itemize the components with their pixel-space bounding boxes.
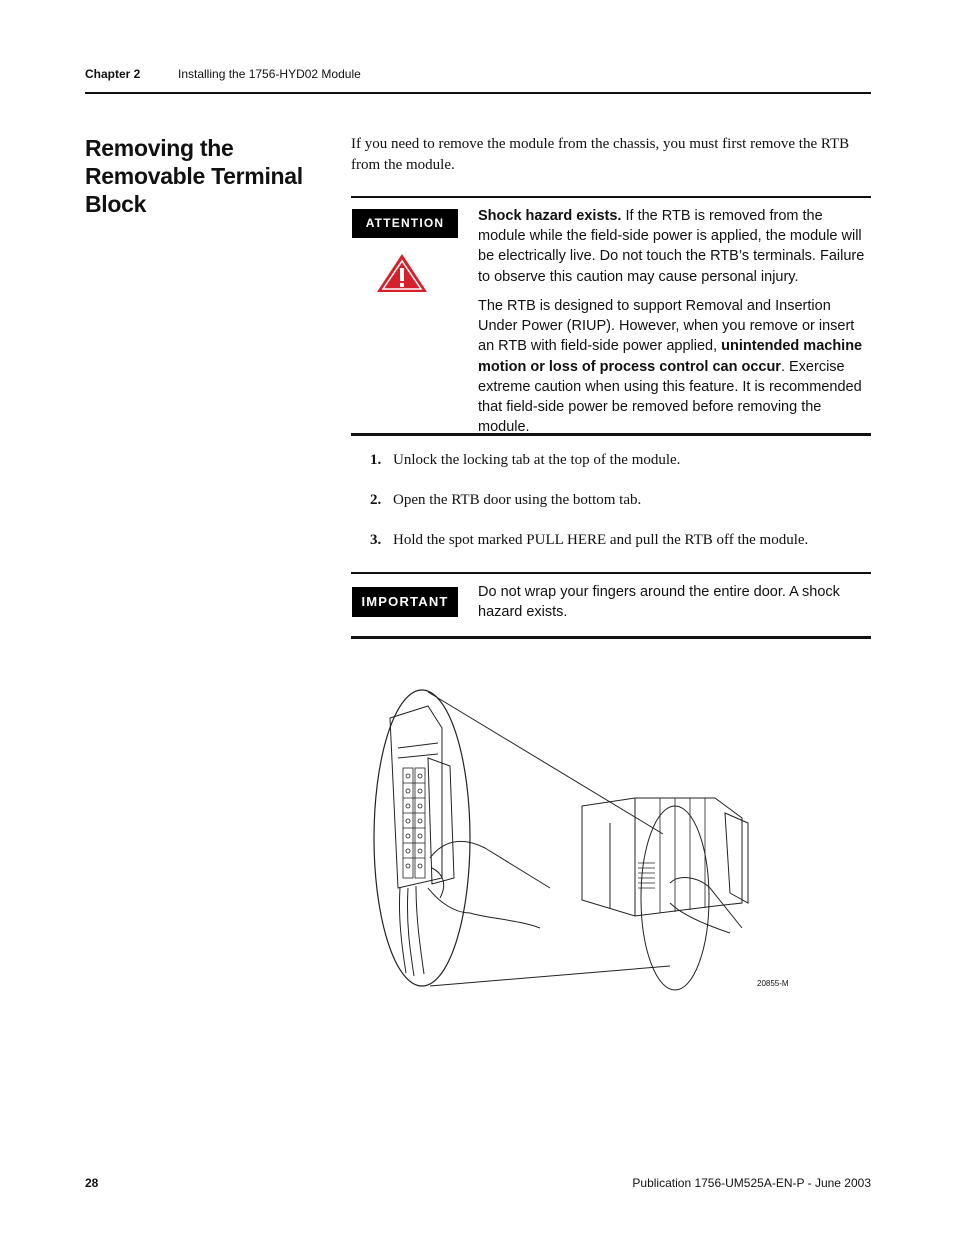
step-text: Hold the spot marked PULL HERE and pull the RTB off the module. <box>393 532 809 548</box>
step-text: Unlock the locking tab at the top of the module. <box>393 452 681 468</box>
step-number: 3. <box>370 532 382 548</box>
step-number: 1. <box>370 452 382 468</box>
intro-paragraph: If you need to remove the module from the chassis, you must first remove the RTB from the module. <box>351 136 850 173</box>
page-number: 28 <box>85 1176 99 1190</box>
attention-p2-bold: unintended machine motion or loss of process control can occur <box>478 338 863 375</box>
step-number: 2. <box>370 492 382 508</box>
step-item <box>370 490 870 510</box>
attention-p2-end: . Exercise extreme caution when using this feature. It is recommended that field-side power be removed before removing the module. <box>478 358 862 436</box>
important-box <box>351 572 871 639</box>
attention-paragraph-2 <box>478 296 871 437</box>
figure-id: 20855-M <box>757 979 789 988</box>
section-title: Removing the Removable Terminal Block <box>85 135 303 217</box>
step-item <box>370 450 870 470</box>
chapter-title: Installing the 1756-HYD02 Module <box>178 67 361 81</box>
chapter-label: Chapter 2 <box>85 67 141 81</box>
attention-p1-text: If the RTB is removed from the module while the field-side power is applied, the module will be electrically live. Do not touch the RTB’s terminals. Failure to observe this caution may cause personal injury. <box>478 208 865 285</box>
attention-tag: ATTENTION <box>352 209 458 238</box>
rtb-removal-illustration <box>370 688 790 996</box>
step-text: Open the RTB door using the bottom tab. <box>393 492 642 508</box>
warning-triangle-icon <box>375 252 429 294</box>
important-text: Do not wrap your fingers around the entire door. A shock hazard exists. <box>478 584 840 621</box>
publication-info: Publication 1756-UM525A-EN-P - June 2003 <box>632 1176 871 1190</box>
page-header <box>85 66 871 94</box>
shock-hazard-heading: Shock hazard exists. <box>478 208 622 224</box>
step-item <box>370 530 870 550</box>
attention-paragraph-1 <box>478 206 871 287</box>
important-tag: IMPORTANT <box>352 587 458 617</box>
attention-box <box>351 196 871 436</box>
attention-p2-start: The RTB is designed to support Removal and Insertion Under Power (RIUP). However, when you remove or insert an RTB with field-side power applied, <box>478 298 855 355</box>
